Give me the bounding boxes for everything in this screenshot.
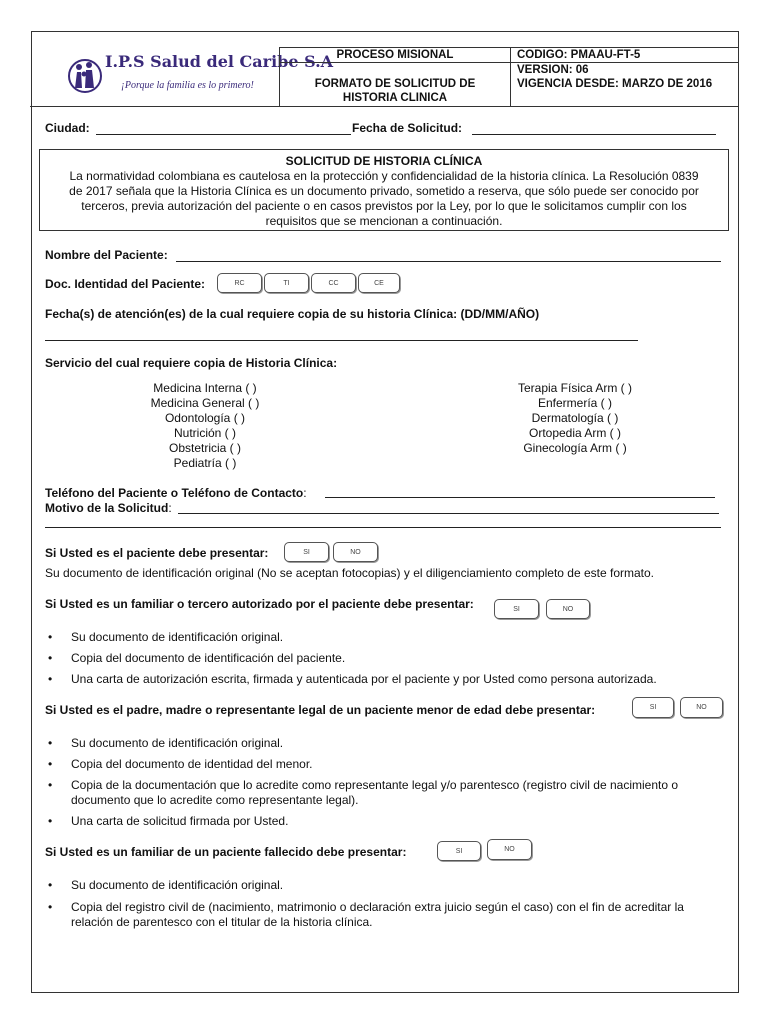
- notice-line: de 2017 señala que la Historia Clínica es un documento privado, sometido a reserva, que sólo puede ser conocido por: [69, 184, 699, 198]
- form-title: FORMATO DE SOLICITUD DE HISTORIA CLINICA: [314, 78, 476, 104]
- family-yes-option[interactable]: SI: [494, 599, 539, 619]
- doc-type-ce[interactable]: CE: [358, 273, 400, 293]
- patient-name-label: Nombre del Paciente:: [45, 248, 168, 262]
- notice-box: [39, 149, 729, 231]
- patient-section-text: Su documento de identificación original (No se aceptan fotocopias) y el diligenciamiento completo de este formato.: [45, 566, 655, 580]
- service-option[interactable]: Medicina General ( ): [150, 396, 260, 410]
- process-label: PROCESO MISIONAL: [336, 49, 454, 61]
- validity-label: VIGENCIA DESDE: MARZO DE 2016: [517, 78, 713, 90]
- service-label: Servicio del cual requiere copia de Historia Clínica:: [45, 356, 338, 370]
- code-cell: [510, 47, 739, 63]
- service-option[interactable]: Nutrición ( ): [173, 426, 236, 440]
- list-item-line: relación de parentesco con el titular de la historia clínica.: [71, 915, 373, 929]
- process-cell: [279, 47, 511, 63]
- logo-company: I.P.S Salud del Caribe S.A: [105, 52, 334, 71]
- reason-input-line2[interactable]: [45, 527, 721, 528]
- phone-row: Teléfono del Paciente o Teléfono de Contacto:: [45, 486, 307, 500]
- patient-section-heading: Si Usted es el paciente debe presentar:: [45, 546, 269, 560]
- doc-type-ti[interactable]: TI: [264, 273, 309, 293]
- bullet-icon: •: [48, 757, 53, 771]
- request-date-label: Fecha de Solicitud:: [352, 121, 463, 135]
- code-label: CODIGO: PMAAU-FT-5: [517, 49, 641, 61]
- deceased-yes-option[interactable]: SI: [437, 841, 481, 861]
- bullet-icon: •: [48, 778, 53, 792]
- family-no-option[interactable]: NO: [546, 599, 590, 619]
- bullet-icon: •: [48, 651, 53, 665]
- list-item: [48, 778, 738, 808]
- patient-yes-option[interactable]: SI: [284, 542, 329, 562]
- reason-row: Motivo de la Solicitud:: [45, 501, 172, 515]
- phone-label: Teléfono del Paciente o Teléfono de Contacto: [45, 486, 304, 500]
- notice-title: SOLICITUD DE HISTORIA CLÍNICA: [285, 154, 483, 168]
- doc-id-label: Doc. Identidad del Paciente:: [45, 277, 206, 291]
- service-option[interactable]: Obstetricia ( ): [168, 441, 241, 455]
- city-input[interactable]: [96, 134, 351, 135]
- version-label: VERSION: 06: [517, 64, 589, 76]
- bullet-icon: •: [48, 814, 53, 828]
- service-option[interactable]: Ginecología Arm ( ): [523, 441, 627, 455]
- header-bottom-line: [30, 106, 280, 107]
- logo: [67, 50, 334, 102]
- attention-dates-input[interactable]: [45, 340, 638, 341]
- bullet-icon: •: [48, 878, 53, 892]
- notice-line: requisitos que se mencionan a continuación.: [265, 214, 503, 228]
- patient-name-input[interactable]: [176, 261, 721, 262]
- doc-type-cc[interactable]: CC: [311, 273, 356, 293]
- city-label: Ciudad:: [45, 121, 90, 135]
- bullet-icon: •: [48, 900, 53, 914]
- logo-slogan: ¡Porque la familia es lo primero!: [121, 80, 254, 91]
- guardian-section-heading: Si Usted es el padre, madre o representante legal de un paciente menor de edad debe presentar:: [45, 703, 596, 717]
- deceased-section-heading: Si Usted es un familiar de un paciente fallecido debe presentar:: [45, 845, 407, 859]
- family-logo-icon: [67, 50, 103, 102]
- deceased-no-option[interactable]: NO: [487, 839, 532, 860]
- bullet-icon: •: [48, 672, 53, 686]
- reason-input[interactable]: [178, 513, 719, 514]
- doc-type-rc[interactable]: RC: [217, 273, 262, 293]
- service-left-column: [130, 381, 280, 471]
- notice-line: terceros, previa autorización del paciente o en casos previstos por la Ley, por lo que le solicitamos cumplir con los: [81, 199, 687, 213]
- list-item-line: Copia del registro civil de (nacimiento, matrimonio o declaración extra juicio según el caso) con el fin de acreditar la: [71, 900, 684, 914]
- bullet-icon: •: [48, 630, 53, 644]
- request-date-input[interactable]: [472, 134, 716, 135]
- guardian-yes-option[interactable]: SI: [632, 697, 674, 718]
- guardian-no-option[interactable]: NO: [680, 697, 723, 718]
- bullet-icon: •: [48, 736, 53, 750]
- service-option[interactable]: Dermatología ( ): [531, 411, 619, 425]
- patient-no-option[interactable]: NO: [333, 542, 378, 562]
- service-option[interactable]: Pediatría ( ): [173, 456, 237, 470]
- service-option[interactable]: Terapia Física Arm ( ): [517, 381, 633, 395]
- service-option[interactable]: Enfermería ( ): [537, 396, 612, 410]
- form-title-cell: [279, 62, 511, 107]
- list-item-line: documento que lo acredite como representante legal).: [71, 793, 359, 807]
- service-option[interactable]: Medicina Interna ( ): [153, 381, 257, 395]
- family-section-heading: Si Usted es un familiar o tercero autorizado por el paciente debe presentar:: [45, 597, 474, 611]
- notice-line: La normatividad colombiana es cautelosa en la protección y confidencialidad de la historia clínica. La Resolución 0839: [69, 169, 699, 183]
- attention-dates-label: Fecha(s) de atención(es) de la cual requiere copia de su historia Clínica: (DD/MM/AÑO): [45, 307, 540, 321]
- reason-label: Motivo de la Solicitud: [45, 501, 169, 515]
- version-cell: [510, 62, 739, 107]
- service-option[interactable]: Odontología ( ): [164, 411, 246, 425]
- phone-input[interactable]: [325, 497, 715, 498]
- list-item-line: Copia de la documentación que lo acredite como representante legal y/o parentesco (registro civil de nacimiento o: [71, 778, 679, 792]
- service-right-column: [490, 381, 660, 456]
- list-item: [48, 900, 738, 930]
- service-option[interactable]: Ortopedia Arm ( ): [528, 426, 622, 440]
